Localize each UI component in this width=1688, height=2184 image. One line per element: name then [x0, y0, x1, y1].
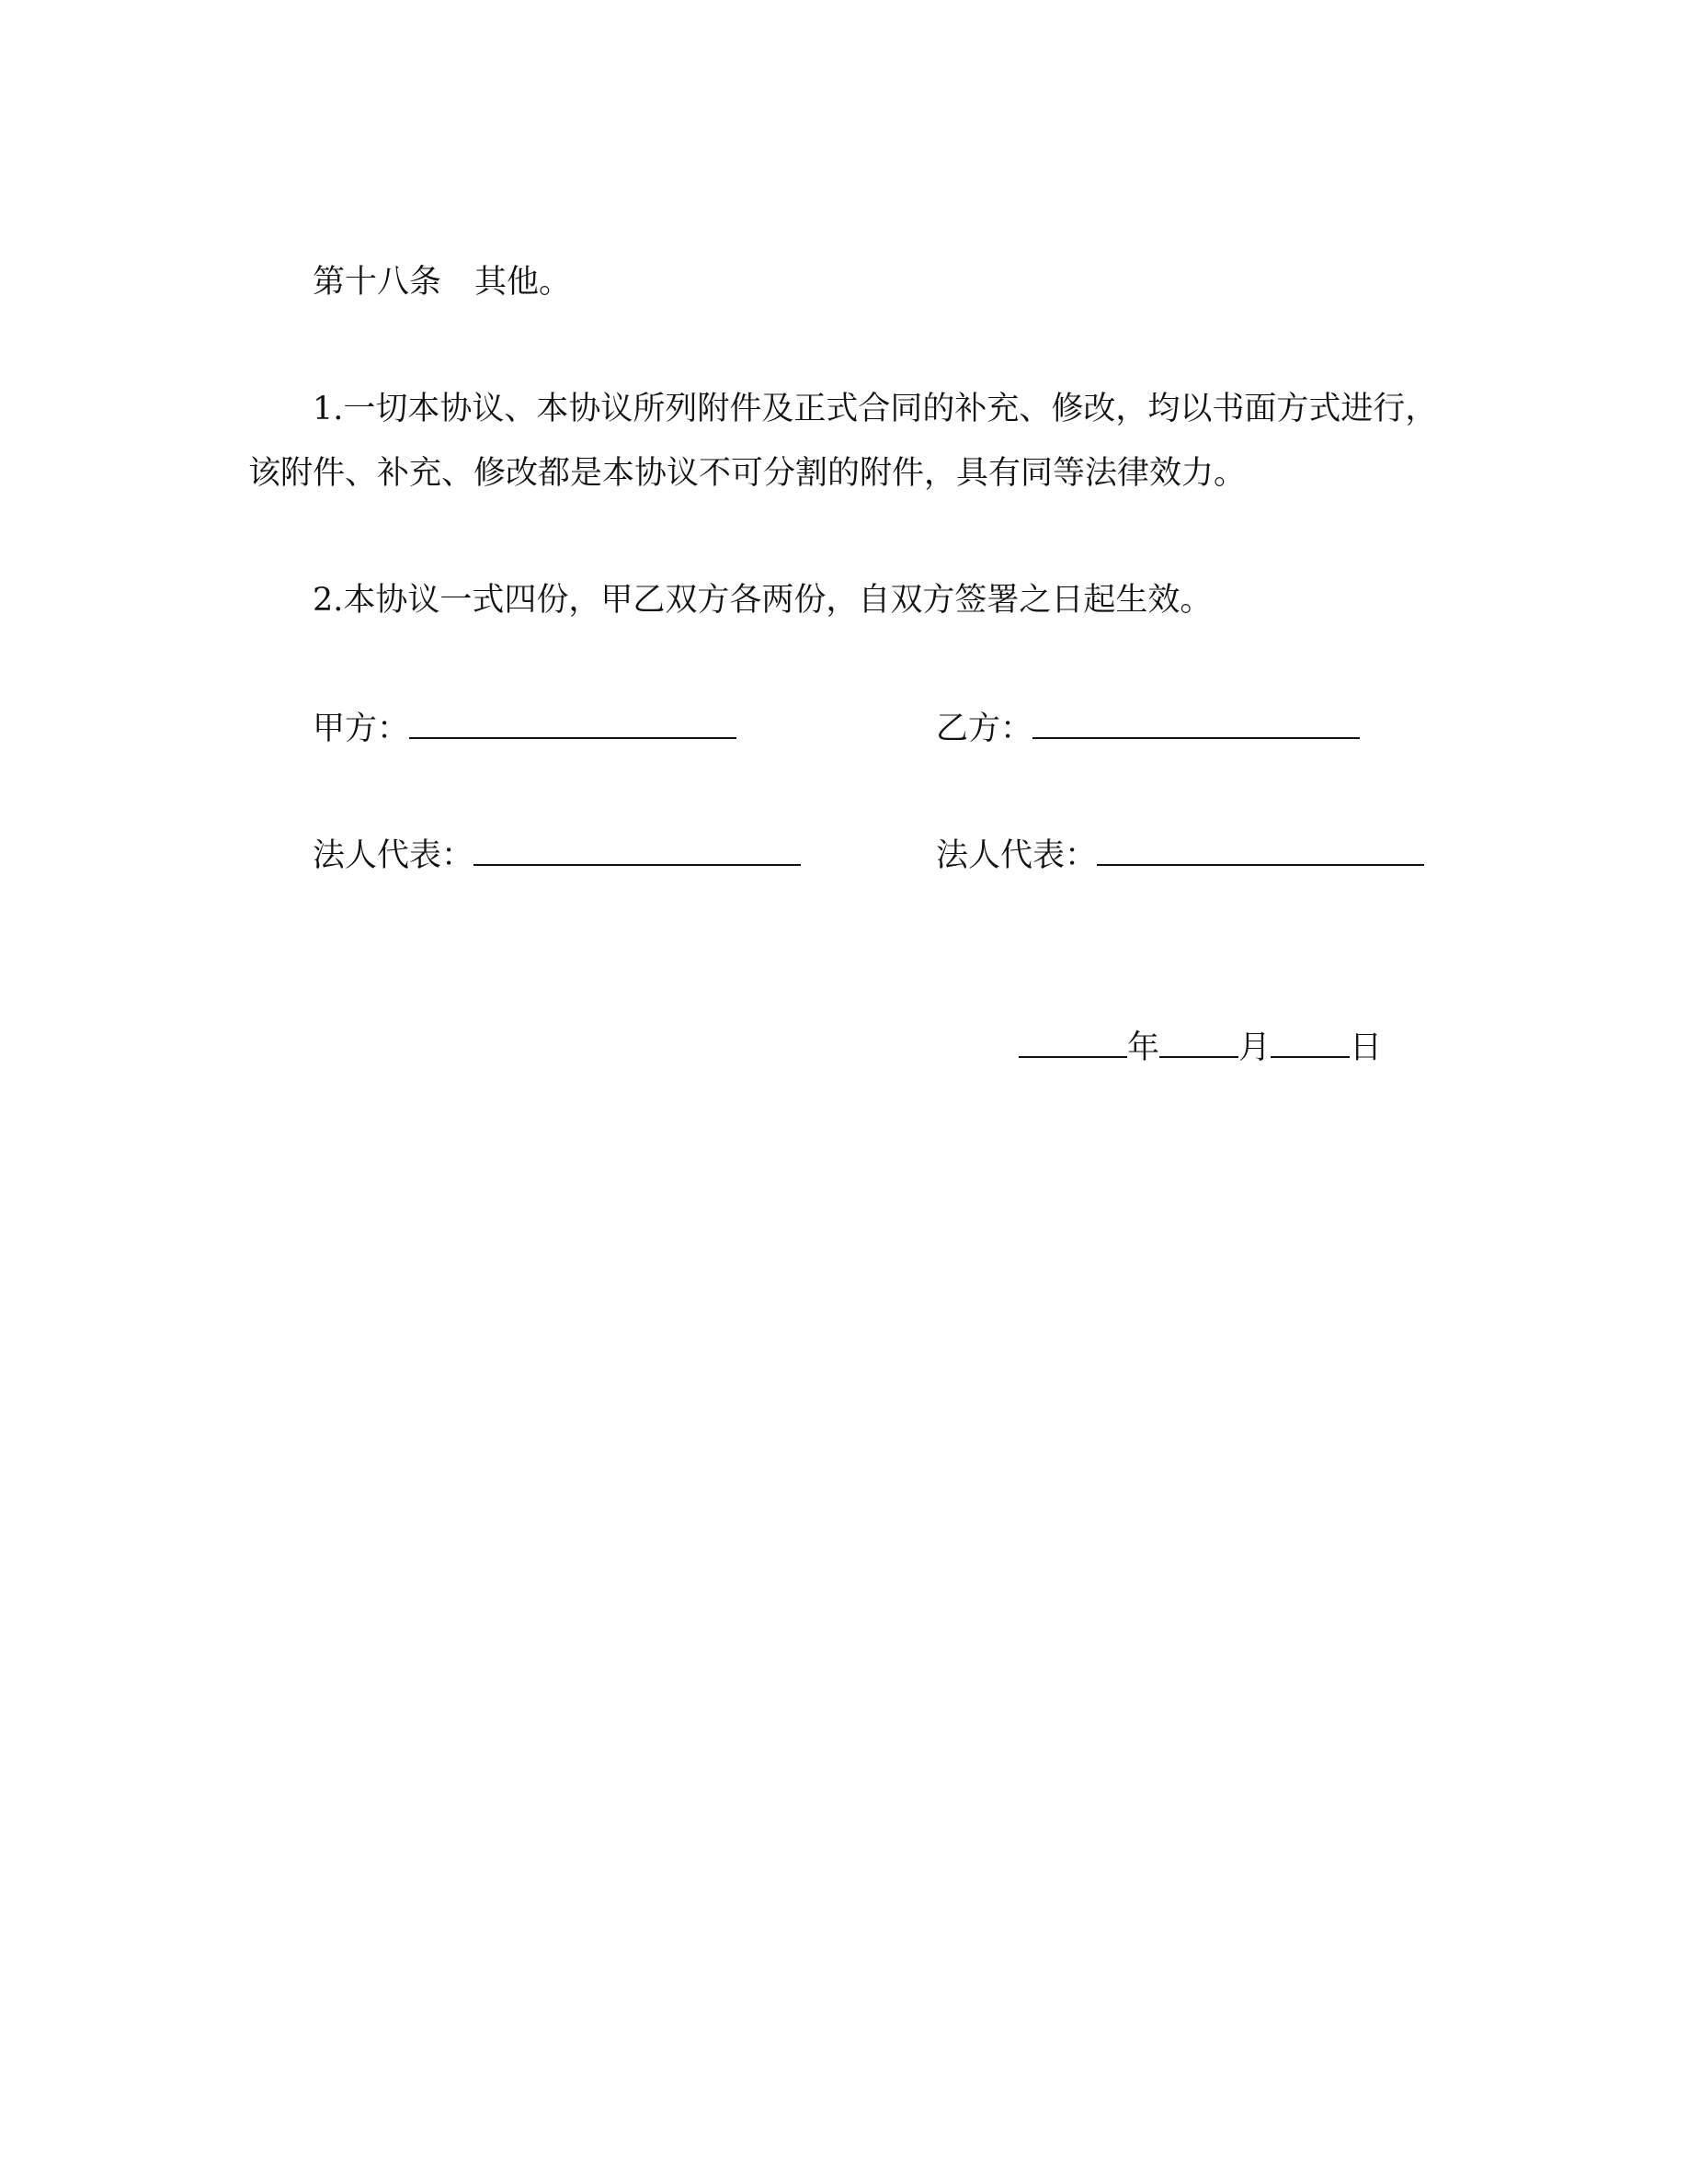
- article-title: 其他。: [474, 264, 572, 301]
- year-blank: [1019, 1052, 1127, 1058]
- party-a-label: 甲方：: [313, 711, 410, 747]
- month-blank: [1159, 1052, 1238, 1058]
- rep-b-blank: [1097, 860, 1424, 866]
- party-b-blank: [1032, 734, 1360, 739]
- rep-b-label: 法人代表：: [936, 837, 1098, 874]
- party-b-label: 乙方：: [936, 711, 1033, 747]
- clause-1-line-1: 1.一切本协议、本协议所列附件及正式合同的补充、修改，均以书面方式进行，: [313, 391, 1438, 427]
- rep-a-blank: [473, 860, 801, 866]
- clause-2-line-1: 2.本协议一式四份，甲乙双方各两份，自双方签署之日起生效。: [313, 582, 1213, 619]
- party-a-blank: [409, 734, 736, 739]
- rep-a-label: 法人代表：: [313, 837, 474, 874]
- rep-b-signature: [936, 837, 1424, 874]
- month-label: 月: [1238, 1029, 1272, 1066]
- article-heading-line: [313, 264, 571, 301]
- party-a-signature: [313, 711, 736, 747]
- party-b-signature: [936, 711, 1360, 747]
- year-label: 年: [1127, 1029, 1160, 1066]
- date-line: [1019, 1029, 1382, 1066]
- clause-1-line-2: 该附件、补充、修改都是本协议不可分割的附件，具有同等法律效力。: [248, 455, 1247, 492]
- rep-a-signature: [313, 837, 801, 874]
- article-number: 第十八条: [313, 264, 442, 301]
- day-blank: [1271, 1052, 1350, 1058]
- day-label: 日: [1350, 1029, 1383, 1066]
